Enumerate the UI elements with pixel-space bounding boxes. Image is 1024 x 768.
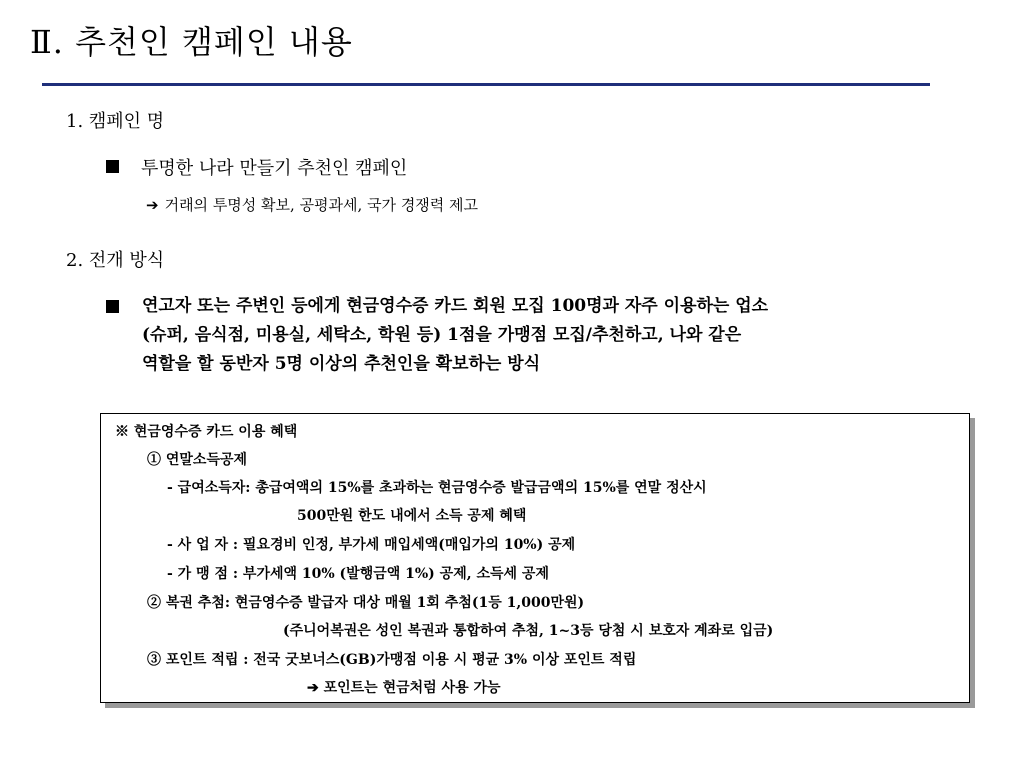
- page-title: Ⅱ. 추천인 캠페인 내용: [30, 23, 353, 61]
- benefit-detail-business-owner: - 사 업 자 : 필요경비 인정, 부가세 매입세액(매입가의 10%) 공제: [167, 537, 576, 553]
- benefit-item-points: ③ 포인트 적립 : 전국 굿보너스(GB)가맹점 이용 시 평균 3% 이상 포인트 적립: [147, 652, 637, 668]
- method-line: 연고자 또는 주변인 등에게 현금영수증 카드 회원 모집 100명과 자주 이용하는 업소: [142, 296, 769, 316]
- method-line: 역할을 할 동반자 5명 이상의 추천인을 확보하는 방식: [142, 354, 541, 374]
- benefit-detail-junior-lottery: (주니어복권은 성인 복권과 통합하여 추첨, 1~3등 당첨 시 보호자 계좌로 입금): [283, 623, 774, 639]
- section-heading-campaign-name: 1. 캠페인 명: [66, 111, 165, 132]
- method-line: (슈퍼, 음식점, 미용실, 세탁소, 학원 등) 1점을 가맹점 모집/추천하고, 나와 같은: [142, 325, 742, 345]
- benefit-item-year-end-deduction: ① 연말소득공제: [147, 452, 248, 468]
- campaign-goal-text: 거래의 투명성 확보, 공평과세, 국가 경쟁력 제고: [164, 196, 479, 214]
- title-divider: [42, 83, 930, 86]
- benefit-box: [100, 413, 970, 703]
- right-arrow-icon: ➔: [146, 196, 159, 214]
- section-heading-method: 2. 전개 방식: [66, 250, 165, 271]
- benefit-item-lottery: ② 복권 추첨: 현금영수증 발급자 대상 매월 1회 추첨(1등 1,000만원): [147, 595, 585, 611]
- campaign-goal-line: [146, 195, 478, 215]
- benefit-detail-points-usage: ➔ 포인트는 현금처럼 사용 가능: [307, 680, 501, 696]
- method-text: [142, 292, 768, 379]
- campaign-name-bullet: [106, 157, 407, 181]
- benefit-box-title: ※ 현금영수증 카드 이용 혜택: [115, 424, 298, 440]
- square-bullet-icon: [106, 160, 119, 173]
- campaign-name-text: 투명한 나라 만들기 추천인 캠페인: [141, 158, 408, 179]
- benefit-detail-salary-earner: - 급여소득자: 총급여액의 15%를 초과하는 현금영수증 발급금액의 15%를 연말 정산시: [167, 480, 707, 496]
- square-bullet-icon: [106, 300, 119, 313]
- benefit-detail-merchant: - 가 맹 점 : 부가세액 10% (발행금액 1%) 공제, 소득세 공제: [167, 566, 549, 582]
- method-bullet: [106, 292, 946, 382]
- benefit-detail-salary-earner-cont: 500만원 한도 내에서 소득 공제 혜택: [297, 508, 527, 524]
